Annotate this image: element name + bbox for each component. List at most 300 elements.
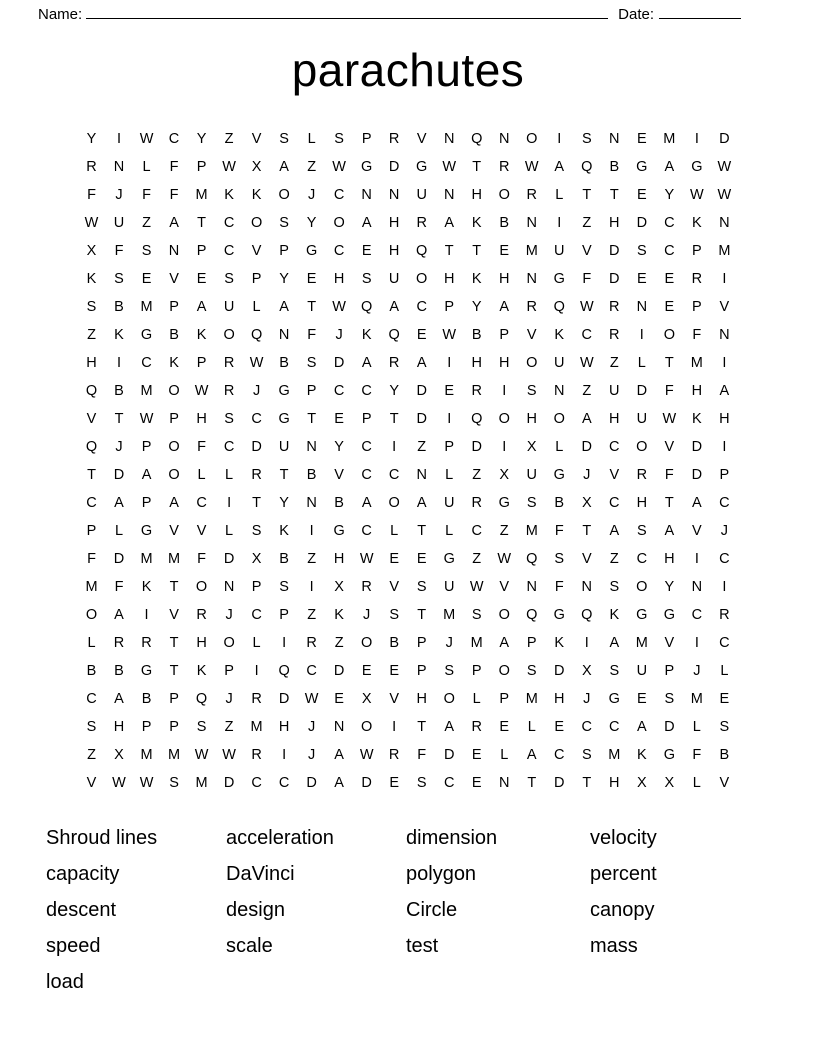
grid-cell[interactable]: N	[443, 187, 455, 204]
grid-cell[interactable]: O	[663, 327, 675, 344]
grid-cell[interactable]: L	[307, 131, 316, 148]
grid-cell[interactable]: V	[169, 271, 179, 288]
grid-cell[interactable]: C	[443, 775, 455, 792]
grid-cell[interactable]: T	[169, 663, 179, 680]
grid-cell[interactable]: N	[636, 299, 648, 316]
grid-cell[interactable]: T	[472, 159, 482, 176]
grid-cell[interactable]: P	[251, 579, 262, 596]
grid-cell[interactable]: L	[720, 663, 729, 680]
grid-cell[interactable]: W	[690, 187, 704, 204]
grid-cell[interactable]: A	[664, 523, 675, 540]
grid-cell[interactable]: G	[636, 607, 648, 624]
grid-cell[interactable]: O	[526, 355, 538, 372]
grid-cell[interactable]: Q	[250, 327, 263, 344]
grid-cell[interactable]: Z	[582, 215, 592, 232]
grid-cell[interactable]: K	[196, 663, 207, 680]
grid-cell[interactable]: W	[524, 159, 539, 176]
grid-cell[interactable]: K	[554, 635, 565, 652]
grid-cell[interactable]: S	[114, 271, 124, 288]
grid-cell[interactable]: S	[526, 663, 537, 680]
grid-cell[interactable]: R	[471, 719, 482, 736]
grid-cell[interactable]: E	[389, 775, 399, 792]
grid-cell[interactable]: D	[333, 663, 345, 680]
grid-cell[interactable]: S	[581, 747, 592, 764]
grid-cell[interactable]: R	[388, 747, 400, 764]
grid-cell[interactable]: Z	[307, 607, 317, 624]
grid-cell[interactable]: D	[471, 439, 482, 456]
grid-cell[interactable]: D	[691, 439, 703, 456]
grid-cell[interactable]: S	[279, 215, 289, 232]
grid-cell[interactable]: T	[197, 215, 206, 232]
grid-cell[interactable]: A	[361, 495, 372, 512]
grid-cell[interactable]: F	[197, 439, 206, 456]
grid-cell[interactable]: J	[225, 607, 233, 624]
grid-cell[interactable]: D	[664, 719, 675, 736]
grid-cell[interactable]: V	[196, 523, 207, 540]
grid-cell[interactable]: F	[307, 327, 317, 344]
grid-cell[interactable]: D	[361, 775, 372, 792]
grid-cell[interactable]: J	[693, 663, 701, 680]
grid-cell[interactable]: L	[87, 635, 96, 652]
grid-cell[interactable]: T	[527, 775, 537, 792]
grid-cell[interactable]: R	[471, 495, 482, 512]
grid-cell[interactable]: W	[222, 747, 236, 764]
grid-cell[interactable]: P	[499, 691, 510, 708]
grid-cell[interactable]: X	[251, 551, 262, 568]
grid-cell[interactable]: D	[251, 439, 262, 456]
grid-cell[interactable]: S	[361, 271, 372, 288]
grid-cell[interactable]: P	[251, 271, 262, 288]
grid-cell[interactable]: N	[361, 187, 372, 204]
grid-cell[interactable]: V	[664, 635, 675, 652]
grid-cell[interactable]: J	[583, 467, 591, 484]
grid-cell[interactable]: P	[196, 159, 207, 176]
grid-cell[interactable]: P	[416, 663, 427, 680]
grid-cell[interactable]: I	[282, 747, 287, 764]
grid-cell[interactable]: A	[114, 495, 124, 512]
grid-cell[interactable]: P	[416, 635, 427, 652]
grid-cell[interactable]: S	[86, 719, 97, 736]
grid-cell[interactable]: M	[663, 131, 676, 148]
grid-cell[interactable]: M	[470, 635, 483, 652]
grid-cell[interactable]: A	[196, 299, 207, 316]
grid-cell[interactable]: W	[84, 215, 99, 232]
grid-cell[interactable]: S	[141, 243, 152, 260]
grid-cell[interactable]: F	[114, 579, 124, 596]
grid-cell[interactable]: B	[334, 495, 344, 512]
grid-cell[interactable]: H	[498, 271, 510, 288]
grid-cell[interactable]: G	[140, 523, 153, 540]
grid-cell[interactable]: Q	[471, 411, 483, 428]
grid-cell[interactable]: K	[636, 747, 647, 764]
grid-cell[interactable]: T	[582, 523, 592, 540]
grid-cell[interactable]: A	[416, 495, 427, 512]
grid-cell[interactable]: N	[609, 131, 620, 148]
grid-cell[interactable]: I	[557, 215, 562, 232]
grid-cell[interactable]: Q	[85, 383, 98, 400]
grid-cell[interactable]: T	[169, 579, 179, 596]
grid-cell[interactable]: L	[225, 467, 234, 484]
grid-cell[interactable]: E	[664, 299, 675, 316]
grid-cell[interactable]: M	[140, 747, 153, 764]
grid-cell[interactable]: N	[526, 579, 537, 596]
grid-cell[interactable]: I	[502, 439, 507, 456]
grid-cell[interactable]: W	[359, 747, 374, 764]
grid-cell[interactable]: O	[168, 383, 180, 400]
grid-cell[interactable]: G	[278, 411, 290, 428]
grid-cell[interactable]: X	[86, 243, 97, 260]
grid-cell[interactable]: X	[636, 775, 647, 792]
grid-cell[interactable]: I	[309, 523, 314, 540]
grid-cell[interactable]: D	[636, 383, 648, 400]
grid-cell[interactable]: T	[664, 355, 674, 372]
grid-cell[interactable]: C	[251, 411, 262, 428]
grid-cell[interactable]: F	[87, 187, 96, 204]
grid-cell[interactable]: Q	[471, 131, 483, 148]
grid-cell[interactable]: N	[719, 215, 730, 232]
grid-cell[interactable]: Z	[472, 551, 482, 568]
grid-cell[interactable]: L	[252, 299, 261, 316]
grid-cell[interactable]: R	[251, 747, 262, 764]
grid-cell[interactable]: A	[279, 299, 289, 316]
grid-cell[interactable]: P	[526, 635, 537, 652]
grid-cell[interactable]: E	[664, 271, 675, 288]
grid-cell[interactable]: K	[554, 327, 565, 344]
grid-cell[interactable]: R	[609, 327, 620, 344]
grid-cell[interactable]: L	[692, 719, 701, 736]
grid-cell[interactable]: U	[443, 579, 455, 596]
grid-cell[interactable]: C	[554, 747, 565, 764]
grid-cell[interactable]: K	[334, 607, 344, 624]
grid-cell[interactable]: M	[140, 551, 153, 568]
grid-cell[interactable]: L	[225, 523, 234, 540]
name-blank-line[interactable]	[86, 6, 608, 19]
grid-cell[interactable]: G	[305, 243, 318, 260]
grid-cell[interactable]: W	[579, 299, 594, 316]
grid-cell[interactable]: K	[279, 523, 289, 540]
grid-cell[interactable]: D	[113, 551, 125, 568]
grid-cell[interactable]: A	[361, 355, 372, 372]
grid-cell[interactable]: N	[223, 579, 235, 596]
grid-cell[interactable]: K	[224, 187, 234, 204]
grid-cell[interactable]: U	[636, 411, 648, 428]
grid-cell[interactable]: C	[609, 495, 620, 512]
grid-cell[interactable]: Y	[389, 383, 399, 400]
grid-cell[interactable]: H	[609, 411, 620, 428]
grid-cell[interactable]: A	[169, 495, 179, 512]
grid-cell[interactable]: R	[416, 215, 427, 232]
grid-cell[interactable]: Q	[388, 327, 400, 344]
grid-cell[interactable]: C	[636, 551, 648, 568]
grid-cell[interactable]: T	[279, 467, 289, 484]
grid-cell[interactable]: M	[608, 747, 621, 764]
grid-cell[interactable]: P	[141, 439, 152, 456]
grid-cell[interactable]: X	[664, 775, 675, 792]
grid-cell[interactable]: M	[140, 299, 153, 316]
grid-cell[interactable]: D	[416, 411, 427, 428]
grid-cell[interactable]: A	[444, 215, 455, 232]
grid-cell[interactable]: Y	[196, 131, 207, 148]
grid-cell[interactable]: Q	[361, 299, 373, 316]
grid-cell[interactable]: M	[718, 243, 731, 260]
grid-cell[interactable]: S	[444, 663, 455, 680]
grid-cell[interactable]: P	[141, 495, 152, 512]
grid-cell[interactable]: S	[224, 271, 234, 288]
grid-cell[interactable]: I	[117, 355, 122, 372]
grid-cell[interactable]: A	[114, 691, 124, 708]
grid-cell[interactable]: S	[636, 523, 647, 540]
grid-cell[interactable]: O	[498, 187, 510, 204]
grid-cell[interactable]: H	[526, 411, 537, 428]
grid-cell[interactable]: R	[388, 355, 400, 372]
grid-cell[interactable]: N	[498, 131, 510, 148]
grid-cell[interactable]: W	[332, 159, 346, 176]
grid-cell[interactable]: C	[223, 439, 235, 456]
grid-cell[interactable]: H	[333, 551, 345, 568]
grid-cell[interactable]: Q	[85, 439, 98, 456]
grid-cell[interactable]: H	[471, 355, 482, 372]
grid-cell[interactable]: F	[664, 467, 674, 484]
grid-cell[interactable]: I	[392, 439, 397, 456]
grid-cell[interactable]: C	[609, 439, 620, 456]
grid-cell[interactable]: G	[333, 523, 345, 540]
grid-cell[interactable]: G	[553, 607, 565, 624]
grid-cell[interactable]: C	[333, 187, 345, 204]
grid-cell[interactable]: Q	[195, 691, 208, 708]
grid-cell[interactable]: A	[692, 495, 702, 512]
grid-cell[interactable]: W	[139, 775, 154, 792]
grid-cell[interactable]: M	[195, 187, 208, 204]
grid-cell[interactable]: I	[144, 607, 149, 624]
grid-cell[interactable]: A	[114, 607, 124, 624]
grid-cell[interactable]: A	[719, 383, 730, 400]
grid-cell[interactable]: U	[526, 467, 537, 484]
grid-cell[interactable]: G	[278, 383, 290, 400]
grid-cell[interactable]: P	[141, 719, 152, 736]
grid-cell[interactable]: L	[197, 467, 206, 484]
grid-cell[interactable]: O	[498, 607, 510, 624]
grid-cell[interactable]: P	[169, 691, 179, 708]
grid-cell[interactable]: S	[306, 355, 317, 372]
grid-cell[interactable]: B	[306, 467, 317, 484]
grid-cell[interactable]: G	[416, 159, 428, 176]
grid-cell[interactable]: V	[526, 327, 537, 344]
grid-cell[interactable]: E	[636, 691, 647, 708]
grid-cell[interactable]: V	[334, 467, 344, 484]
grid-cell[interactable]: H	[691, 383, 703, 400]
grid-cell[interactable]: I	[309, 579, 314, 596]
grid-cell[interactable]: W	[222, 159, 236, 176]
grid-cell[interactable]: N	[581, 579, 593, 596]
grid-cell[interactable]: L	[692, 775, 701, 792]
grid-cell[interactable]: C	[223, 243, 235, 260]
grid-cell[interactable]: A	[361, 215, 372, 232]
grid-cell[interactable]: M	[168, 747, 181, 764]
grid-cell[interactable]: E	[361, 243, 372, 260]
grid-cell[interactable]: H	[498, 355, 510, 372]
grid-cell[interactable]: P	[499, 327, 510, 344]
grid-cell[interactable]: F	[197, 551, 206, 568]
grid-cell[interactable]: J	[308, 187, 316, 204]
grid-cell[interactable]: W	[497, 551, 512, 568]
grid-cell[interactable]: V	[692, 523, 702, 540]
grid-cell[interactable]: Q	[553, 299, 565, 316]
grid-cell[interactable]: T	[444, 243, 454, 260]
grid-cell[interactable]: Z	[334, 635, 344, 652]
grid-cell[interactable]: B	[114, 383, 124, 400]
grid-cell[interactable]: P	[361, 411, 372, 428]
grid-cell[interactable]: H	[471, 187, 482, 204]
grid-cell[interactable]: U	[223, 299, 235, 316]
grid-cell[interactable]: Q	[526, 551, 538, 568]
grid-cell[interactable]: J	[363, 607, 371, 624]
grid-cell[interactable]: N	[416, 467, 427, 484]
grid-cell[interactable]: J	[335, 327, 343, 344]
grid-cell[interactable]: I	[392, 719, 397, 736]
grid-cell[interactable]: U	[278, 439, 290, 456]
grid-cell[interactable]: A	[334, 747, 344, 764]
grid-cell[interactable]: G	[663, 747, 675, 764]
grid-cell[interactable]: T	[582, 187, 592, 204]
grid-cell[interactable]: O	[553, 411, 565, 428]
grid-cell[interactable]: R	[306, 635, 317, 652]
grid-cell[interactable]: F	[142, 187, 151, 204]
grid-cell[interactable]: P	[306, 383, 317, 400]
grid-cell[interactable]: S	[196, 719, 207, 736]
grid-cell[interactable]: A	[636, 719, 647, 736]
grid-cell[interactable]: K	[609, 607, 620, 624]
grid-cell[interactable]: H	[609, 215, 620, 232]
grid-cell[interactable]: S	[636, 243, 647, 260]
grid-cell[interactable]: S	[416, 579, 427, 596]
grid-cell[interactable]: U	[416, 187, 427, 204]
grid-cell[interactable]: B	[279, 355, 289, 372]
grid-cell[interactable]: I	[227, 495, 232, 512]
grid-cell[interactable]: B	[554, 495, 565, 512]
grid-cell[interactable]: J	[583, 691, 591, 708]
grid-cell[interactable]: C	[86, 691, 97, 708]
grid-cell[interactable]: V	[416, 131, 427, 148]
grid-cell[interactable]: O	[168, 467, 180, 484]
grid-cell[interactable]: E	[416, 551, 427, 568]
grid-cell[interactable]: D	[609, 271, 620, 288]
date-blank-line[interactable]	[659, 6, 741, 19]
grid-cell[interactable]: S	[609, 663, 620, 680]
grid-cell[interactable]: C	[361, 383, 372, 400]
grid-cell[interactable]: W	[359, 551, 374, 568]
grid-cell[interactable]: Q	[278, 663, 290, 680]
grid-cell[interactable]: D	[388, 159, 400, 176]
grid-cell[interactable]: H	[388, 215, 400, 232]
grid-cell[interactable]: P	[444, 439, 455, 456]
grid-cell[interactable]: A	[444, 719, 455, 736]
grid-cell[interactable]: G	[140, 663, 153, 680]
grid-cell[interactable]: R	[196, 607, 207, 624]
grid-cell[interactable]: F	[582, 271, 592, 288]
grid-cell[interactable]: H	[416, 691, 427, 708]
grid-cell[interactable]: P	[224, 663, 234, 680]
grid-cell[interactable]: H	[443, 271, 455, 288]
grid-cell[interactable]: C	[306, 663, 317, 680]
grid-cell[interactable]: N	[443, 131, 455, 148]
grid-cell[interactable]: S	[609, 579, 620, 596]
grid-cell[interactable]: Z	[87, 747, 96, 764]
grid-cell[interactable]: Z	[87, 327, 96, 344]
grid-cell[interactable]: C	[361, 439, 372, 456]
grid-cell[interactable]: Z	[499, 523, 509, 540]
grid-cell[interactable]: A	[334, 775, 344, 792]
grid-cell[interactable]: O	[250, 215, 263, 232]
grid-cell[interactable]: M	[690, 691, 703, 708]
grid-cell[interactable]: O	[636, 439, 648, 456]
grid-cell[interactable]: B	[279, 551, 289, 568]
grid-cell[interactable]: K	[141, 579, 152, 596]
grid-cell[interactable]: E	[334, 691, 344, 708]
grid-cell[interactable]: E	[306, 271, 317, 288]
grid-cell[interactable]: E	[334, 411, 344, 428]
grid-cell[interactable]: E	[499, 719, 510, 736]
grid-cell[interactable]: E	[389, 551, 399, 568]
grid-cell[interactable]: R	[691, 271, 703, 288]
grid-cell[interactable]: C	[471, 523, 482, 540]
grid-cell[interactable]: Z	[609, 355, 619, 372]
grid-cell[interactable]: T	[664, 495, 674, 512]
grid-cell[interactable]: G	[498, 495, 510, 512]
grid-cell[interactable]: R	[86, 159, 97, 176]
grid-cell[interactable]: N	[554, 383, 565, 400]
grid-cell[interactable]: C	[168, 131, 180, 148]
grid-cell[interactable]: V	[719, 775, 730, 792]
grid-cell[interactable]: J	[252, 383, 261, 400]
grid-cell[interactable]: O	[333, 215, 345, 232]
grid-cell[interactable]: Q	[526, 607, 538, 624]
grid-cell[interactable]: S	[471, 607, 482, 624]
grid-cell[interactable]: W	[304, 691, 319, 708]
grid-cell[interactable]: W	[112, 775, 126, 792]
grid-cell[interactable]: P	[196, 243, 207, 260]
grid-cell[interactable]: H	[609, 775, 620, 792]
grid-cell[interactable]: V	[86, 775, 97, 792]
grid-cell[interactable]: E	[554, 719, 565, 736]
grid-cell[interactable]: D	[443, 747, 455, 764]
grid-cell[interactable]: L	[445, 523, 454, 540]
grid-cell[interactable]: M	[525, 243, 538, 260]
grid-cell[interactable]: B	[471, 327, 482, 344]
grid-cell[interactable]: Y	[306, 215, 317, 232]
grid-cell[interactable]: M	[525, 691, 538, 708]
grid-cell[interactable]: K	[692, 411, 702, 428]
grid-cell[interactable]: G	[691, 159, 703, 176]
grid-cell[interactable]: A	[416, 355, 427, 372]
grid-cell[interactable]: B	[389, 635, 399, 652]
grid-cell[interactable]: H	[664, 551, 675, 568]
grid-cell[interactable]: V	[86, 411, 97, 428]
grid-cell[interactable]: E	[471, 775, 482, 792]
grid-cell[interactable]: C	[691, 607, 703, 624]
grid-cell[interactable]: O	[361, 635, 373, 652]
grid-cell[interactable]: A	[664, 159, 675, 176]
grid-cell[interactable]: P	[664, 663, 675, 680]
grid-cell[interactable]: D	[554, 775, 565, 792]
grid-cell[interactable]: P	[361, 131, 372, 148]
grid-cell[interactable]: F	[692, 747, 702, 764]
grid-cell[interactable]: Z	[224, 719, 234, 736]
grid-cell[interactable]: M	[635, 635, 648, 652]
grid-cell[interactable]: A	[169, 215, 179, 232]
grid-cell[interactable]: Y	[279, 271, 289, 288]
grid-cell[interactable]: J	[445, 635, 453, 652]
grid-cell[interactable]: O	[361, 719, 373, 736]
